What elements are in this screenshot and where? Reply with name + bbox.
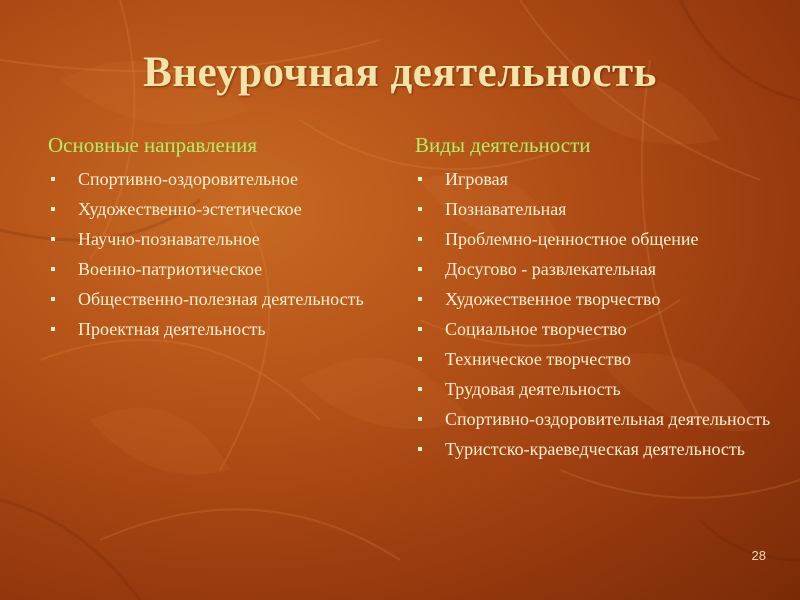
list-item-text: Туристско-краеведческая деятельность (445, 439, 745, 459)
bullet-icon (418, 327, 422, 331)
list-item-text: Игровая (445, 169, 508, 189)
list-item-text: Проектная деятельность (78, 319, 266, 339)
bullet-icon (418, 207, 422, 211)
bullet-icon (418, 387, 422, 391)
list-item-text: Спортивно-оздоровительное (78, 169, 298, 189)
bullet-icon (418, 297, 422, 301)
list-item-text: Художественно-эстетическое (78, 199, 302, 219)
list-item (415, 227, 785, 252)
slide-title: Внеурочная деятельность (143, 49, 657, 96)
list-item (48, 197, 388, 222)
list-item (415, 407, 785, 432)
list-item-text: Познавательная (445, 199, 567, 219)
bullet-icon (418, 177, 422, 181)
list-item-text: Проблемно-ценностное общение (445, 229, 699, 249)
list-item (415, 167, 785, 192)
list-item (415, 257, 785, 282)
bullet-icon (418, 447, 422, 451)
list-item-text: Трудовая деятельность (445, 379, 621, 399)
list-item (415, 437, 785, 462)
list-item (415, 287, 785, 312)
bullet-icon (51, 297, 55, 301)
bullet-icon (51, 267, 55, 271)
right-column-heading: Виды деятельности (415, 133, 591, 157)
bullet-icon (51, 237, 55, 241)
bullet-icon (418, 237, 422, 241)
list-item (48, 227, 388, 252)
list-item-text: Научно-познавательное (78, 229, 260, 249)
list-item (415, 377, 785, 402)
list-item-text: Досугово - развлекательная (445, 259, 657, 279)
right-column (415, 133, 785, 467)
list-item (48, 317, 388, 342)
list-item (415, 347, 785, 372)
list-item-text: Спортивно-оздоровительная деятельность (445, 409, 771, 429)
list-item (48, 287, 388, 312)
left-column (48, 133, 388, 347)
bullet-icon (51, 177, 55, 181)
page-number: 28 (751, 548, 766, 563)
list-item-text: Художественное творчество (445, 289, 661, 309)
left-column-heading: Основные направления (48, 133, 257, 157)
bullet-icon (51, 207, 55, 211)
bullet-icon (418, 357, 422, 361)
list-item (48, 167, 388, 192)
list-item-text: Военно-патриотическое (78, 259, 263, 279)
list-item-text: Социальное творчество (445, 319, 627, 339)
list-item-text: Общественно-полезная деятельность (78, 289, 364, 309)
right-column-list (415, 167, 785, 462)
bullet-icon (51, 327, 55, 331)
list-item (415, 197, 785, 222)
list-item (415, 317, 785, 342)
bullet-icon (418, 417, 422, 421)
list-item (48, 257, 388, 282)
left-column-list (48, 167, 388, 342)
bullet-icon (418, 267, 422, 271)
list-item-text: Техническое творчество (445, 349, 631, 369)
